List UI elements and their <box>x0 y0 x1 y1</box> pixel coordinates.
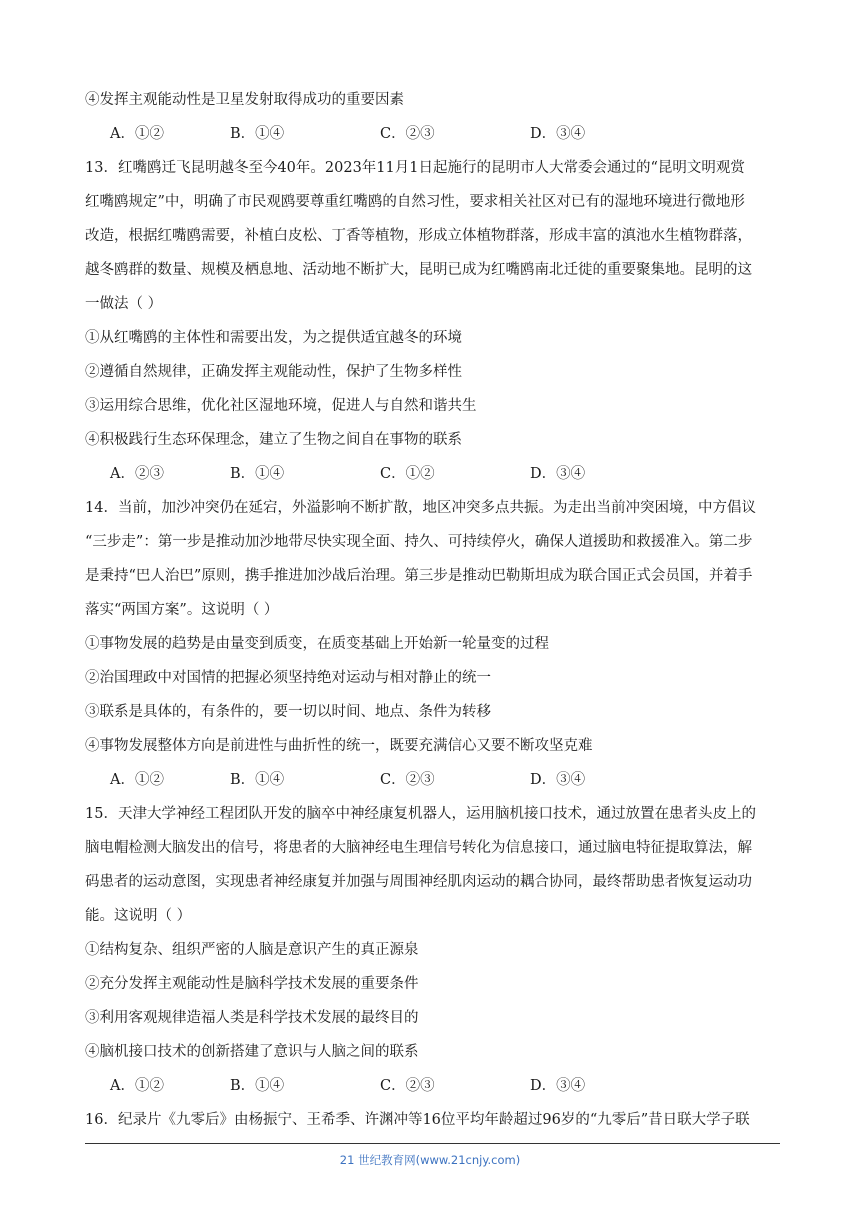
answer-option: B．①④ <box>230 466 285 482</box>
text-line: 改造，根据红嘴鸥需要，补植白皮松、丁香等植物，形成立体植物群落，形成丰富的滇池水生植物群落， <box>85 228 752 244</box>
text-line: ③利用客观规律造福人类是科学技术发展的最终目的 <box>85 1010 419 1026</box>
answer-option: D．③④ <box>530 772 586 788</box>
answer-option: A．①② <box>110 1078 164 1094</box>
text-line: 红嘴鸥规定”中，明确了市民观鸥要尊重红嘴鸥的自然习性，要求相关社区对已有的湿地环境进行微地形 <box>85 194 745 210</box>
text-line: ④积极践行生态环保理念，建立了生物之间自在事物的联系 <box>85 432 462 448</box>
text-line: ①从红嘴鸥的主体性和需要出发，为之提供适宜越冬的环境 <box>85 330 462 346</box>
answer-option: C．①② <box>380 466 435 482</box>
text-line: 14．当前，加沙冲突仍在延宕，外溢影响不断扩散，地区冲突多点共振。为走出当前冲突困境，中方倡议 <box>85 500 756 516</box>
text-line: ④脑机接口技术的创新搭建了意识与人脑之间的联系 <box>85 1044 419 1060</box>
text-line: 越冬鸥群的数量、规模及栖息地、活动地不断扩大，昆明已成为红嘴鸥南北迁徙的重要聚集地。昆明的这 <box>85 262 752 278</box>
text-line: 15．天津大学神经工程团队开发的脑卒中神经康复机器人，运用脑机接口技术，通过放置在患者头皮上的 <box>85 806 756 822</box>
text-line: ④事物发展整体方向是前进性与曲折性的统一，既要充满信心又要不断攻坚克难 <box>85 738 593 754</box>
text-line: 脑电帽检测大脑发出的信号，将患者的大脑神经电生理信号转化为信息接口，通过脑电特征提取算法，解 <box>85 840 752 856</box>
footer-source: 21 世纪教育网(www.21cnjy.com) <box>339 1153 521 1167</box>
text-line: ①事物发展的趋势是由量变到质变，在质变基础上开始新一轮量变的过程 <box>85 636 549 652</box>
answer-option: C．②③ <box>380 772 435 788</box>
text-line: ③联系是具体的，有条件的，要一切以时间、地点、条件为转移 <box>85 704 491 720</box>
answer-option: B．①④ <box>230 1078 285 1094</box>
answer-option: B．①④ <box>230 772 285 788</box>
text-line: 落实“两国方案”。这说明（ ） <box>85 602 279 618</box>
text-line: ③运用综合思维，优化社区湿地环境，促进人与自然和谐共生 <box>85 398 477 414</box>
text-line: 能。这说明（ ） <box>85 908 192 924</box>
text-line: “三步走”：第一步是推动加沙地带尽快实现全面、持久、可持续停火，确保人道援助和救援准入。第二步 <box>85 534 753 550</box>
answer-option: C．②③ <box>380 1078 435 1094</box>
answer-option: D．③④ <box>530 466 586 482</box>
text-line: ④发挥主观能动性是卫星发射取得成功的重要因素 <box>85 92 404 108</box>
text-line: ②遵循自然规律，正确发挥主观能动性，保护了生物多样性 <box>85 364 462 380</box>
text-line: ①结构复杂、组织严密的人脑是意识产生的真正源泉 <box>85 942 419 958</box>
text-line: ②治国理政中对国情的把握必须坚持绝对运动与相对静止的统一 <box>85 670 491 686</box>
footer-divider <box>85 1143 780 1144</box>
answer-option: D．③④ <box>530 126 586 142</box>
text-line: 13．红嘴鸥迁飞昆明越冬至今40年。2023年11月1日起施行的昆明市人大常委会通过的“昆明文明观赏 <box>85 160 745 176</box>
answer-option: D．③④ <box>530 1078 586 1094</box>
answer-option: C．②③ <box>380 126 435 142</box>
answer-option: B．①④ <box>230 126 285 142</box>
text-line: ②充分发挥主观能动性是脑科学技术发展的重要条件 <box>85 976 419 992</box>
text-line: 码患者的运动意图，实现患者神经康复并加强与周围神经肌肉运动的耦合协同，最终帮助患者恢复运动功 <box>85 874 752 890</box>
answer-option: A．①② <box>110 126 164 142</box>
text-line: 16．纪录片《九零后》由杨振宁、王希季、许渊冲等16位平均年龄超过96岁的“九零后”昔日联大学子联 <box>85 1112 750 1128</box>
text-line: 一做法（ ） <box>85 296 163 312</box>
answer-option: A．①② <box>110 772 164 788</box>
answer-option: A．②③ <box>110 466 164 482</box>
text-line: 是秉持“巴人治巴”原则，携手推进加沙战后治理。第三步是推动巴勒斯坦成为联合国正式会员国，并着手 <box>85 568 753 584</box>
